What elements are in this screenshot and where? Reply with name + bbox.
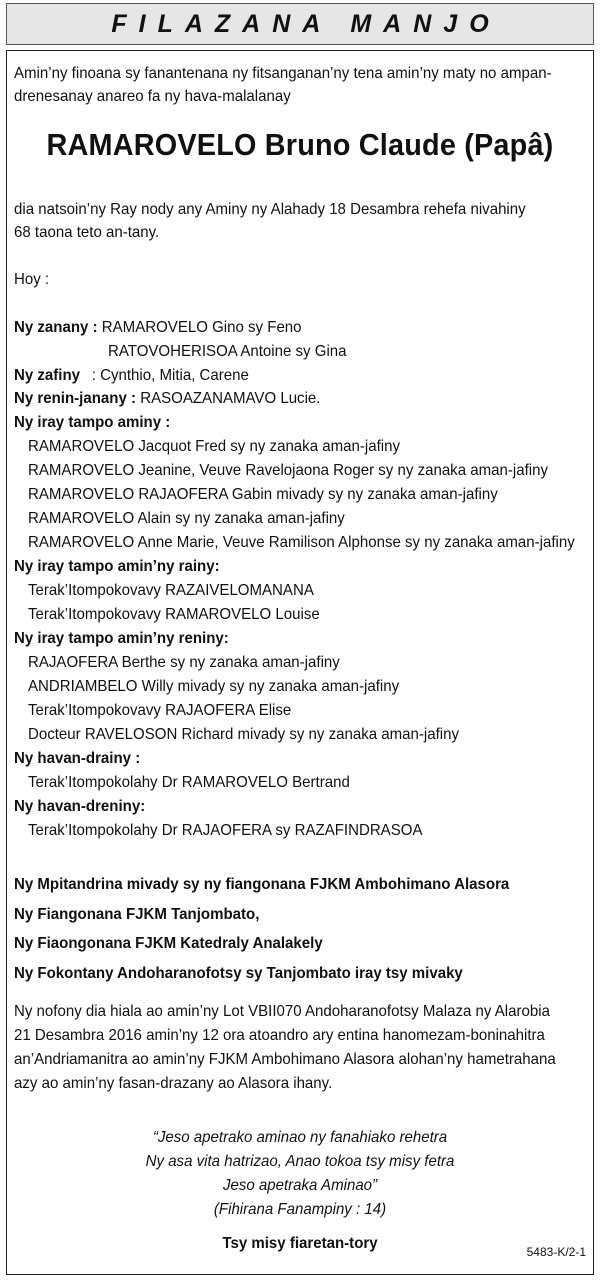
list-item: RAJAOFERA Berthe sy ny zanaka aman-jafiny [28, 654, 340, 671]
funeral-line-4: azy ao amin’ny fasan-drazany ao Alasora ihany. [14, 1075, 333, 1092]
parent-in-law-label: Ny renin-janany : [14, 390, 137, 407]
list-item: RAMAROVELO Alain sy ny zanaka aman-jafiny [28, 510, 345, 527]
announcement-line-1: dia natsoin’ny Ray nody any Aminy ny Alahady 18 Desambra rehefa nivahiny [14, 201, 526, 218]
list-item: ANDRIAMBELO Willy mivady sy ny zanaka aman-jafiny [28, 678, 400, 695]
list-item: Docteur RAVELOSON Richard mivady sy ny zanaka aman-jafiny [28, 726, 460, 743]
list-item: RAMAROVELO RAJAOFERA Gabin mivady sy ny zanaka aman-jafiny [28, 486, 498, 503]
parent-in-law-name: RASOAZANAMAVO Lucie. [140, 390, 321, 407]
funeral-line-1: Ny nofony dia hiala ao amin’ny Lot VBII070 Andoharanofotsy Malaza ny Alarobia [14, 1003, 550, 1020]
grandchildren-row [14, 364, 557, 387]
children-name-1: RAMAROVELO Gino sy Feno [101, 319, 302, 336]
organization-item: Ny Fiaongonana FJKM Katedraly Analakely [14, 935, 323, 952]
verse-line-3: Jeso apetraka Aminao” [222, 1177, 378, 1194]
mother-siblings-label: Ny iray tampo amin’ny reniny: [14, 630, 229, 647]
father-relatives-label: Ny havan-drainy : [14, 750, 141, 767]
mother-relatives: Terak’Itompokolahy Dr RAJAOFERA sy RAZAFINDRASOA [28, 822, 423, 839]
verse-line-1: “Jeso apetrako aminao ny fanahiako rehetra [152, 1129, 448, 1146]
list-item: RAMAROVELO Anne Marie, Veuve Ramilison Alphonse sy ny zanaka aman-jafiny [28, 534, 575, 551]
list-item: RAMAROVELO Jacquot Fred sy ny zanaka aman-jafiny [28, 438, 400, 455]
grandchildren-names: : Cynthio, Mitia, Carene [91, 367, 249, 384]
parent-in-law-row [14, 387, 557, 410]
intro-line-2: drenesanay anareo fa ny hava-malalanay [14, 88, 291, 105]
children-label: Ny zanany : [14, 319, 98, 336]
header-banner [6, 3, 594, 45]
grandchildren-label: Ny zafiny [14, 367, 81, 384]
deceased-name: RAMAROVELO Bruno Claude (Papâ) [46, 127, 554, 162]
from-label: Hoy : [14, 271, 50, 288]
reference-code: 5483-K/2-1 [526, 1245, 586, 1259]
list-item: Terak’Itompokovavy RAZAIVELOMANANA [28, 582, 314, 599]
list-item: Terak’Itompokovavy RAMAROVELO Louise [28, 606, 320, 623]
verse-line-2: Ny asa vita hatrizao, Anao tokoa tsy misy fetra [145, 1153, 455, 1170]
siblings-label: Ny iray tampo aminy : [14, 414, 171, 431]
organization-item: Ny Fiangonana FJKM Tanjombato, [14, 906, 260, 923]
funeral-line-2: 21 Desambra 2016 amin’ny 12 ora atoandro ary entina hanomezam-boninahitra [14, 1027, 545, 1044]
footer-note: Tsy misy fiaretan-tory [222, 1235, 378, 1252]
verse-source: (Fihirana Fanampiny : 14) [213, 1201, 387, 1218]
intro-line-1: Amin’ny finoana sy fanantenana ny fitsanganan’ny tena amin’ny maty no ampan- [14, 65, 552, 82]
mother-relatives-label: Ny havan-dreniny: [14, 798, 146, 815]
list-item: RAMAROVELO Jeanine, Veuve Ravelojaona Roger sy ny zanaka aman-jafiny [28, 462, 548, 479]
organization-item: Ny Fokontany Andoharanofotsy sy Tanjombato iray tsy mivaky [14, 965, 463, 982]
list-item: Terak’Itompokovavy RAJAOFERA Elise [28, 702, 292, 719]
funeral-line-3: an’Andriamanitra ao amin’ny FJKM Ambohimano Alasora alohan’ny hametrahana [14, 1051, 556, 1068]
announcement-line-2: 68 taona teto an-tany. [14, 224, 160, 241]
organization-item: Ny Mpitandrina mivady sy ny fiangonana FJKM Ambohimano Alasora [14, 876, 510, 893]
children-name-2: RATOVOHERISOA Antoine sy Gina [108, 343, 347, 360]
header-title: FILAZANA MANJO [111, 9, 501, 38]
father-siblings-label: Ny iray tampo amin’ny rainy: [14, 558, 220, 575]
children-row-1 [14, 316, 557, 339]
father-relatives: Terak’Itompokolahy Dr RAMAROVELO Bertrand [28, 774, 350, 791]
